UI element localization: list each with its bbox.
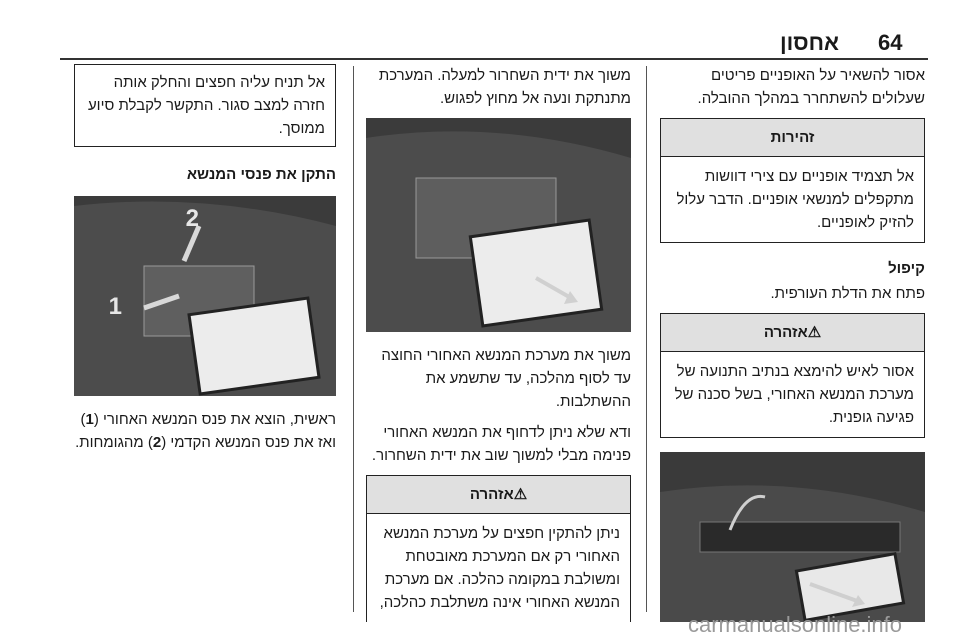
- warning-triangle-icon: ⚠: [807, 324, 822, 341]
- caution-box: [660, 118, 925, 243]
- rack-pull-illustration: [366, 118, 631, 332]
- bumper-rack-illustration: [660, 452, 925, 622]
- folding-text: פתח את הדלת העורפית.: [770, 285, 925, 302]
- left-column: [74, 64, 336, 462]
- lamps-drawing: [74, 196, 336, 396]
- warning-title: ⚠אזהרה: [661, 314, 924, 352]
- section-title: אחסון: [780, 30, 840, 55]
- warning-box-right: [660, 313, 925, 438]
- lamps-illustration: [74, 196, 336, 396]
- callout-label-2: 2: [185, 205, 199, 232]
- step-pull-out: משוך את מערכת המנשא האחורי החוצה עד לסוף מהלכה, עד שתשמע את ההשתלבות.: [381, 347, 631, 410]
- right-column: [660, 64, 925, 634]
- caution-text: אל תצמיד אופניים עם צירי דוושות מתקפלים למנשאי אופניים. הדבר עלול להזיק לאופניים.: [676, 168, 914, 231]
- rack-drawing: [660, 452, 925, 622]
- step-verify-lock: ודא שלא ניתן לדחוף את המנשא האחורי פנימה מבלי למשוך שוב את ידית השחרור.: [371, 424, 631, 464]
- callout-label-1: 1: [108, 293, 122, 320]
- column-divider-right: [646, 66, 647, 612]
- lamps-caption: ראשית, הוצא את פנס המנשא האחורי (1) ואז את פנס המנשא הקדמי (2) מהגומחות.: [75, 411, 336, 451]
- folding-heading: קיפול: [888, 260, 925, 277]
- watermark: carmanualsonline.info: [688, 612, 903, 637]
- page-number: 64: [878, 30, 903, 55]
- step-release-handle: משוך את ידית השחרור למעלה. המערכת מתנתקת ונעה אל מחוץ לפגוש.: [378, 67, 631, 107]
- page-header: [0, 0, 960, 56]
- caution-title: זהירות: [661, 119, 924, 157]
- rack-drawing-middle: [366, 118, 631, 332]
- warning-text: אסור לאיש להימצא בנתיב התנועה של מערכת המנשא האחורי, בשל סכנה של פגיעה גופנית.: [674, 363, 914, 426]
- middle-column: [366, 64, 631, 636]
- warning-text-middle: ניתן להתקין חפצים על מערכת המנשא האחורי רק אם המערכת מאובטחת ומשולבת במקומה כהלכה. אם מערכת המנשא האחורי אינה משתלבת כהלכה,: [379, 525, 620, 611]
- warning-box-middle: [366, 475, 631, 622]
- warning-triangle-icon: ⚠: [513, 486, 528, 503]
- header-divider: [60, 58, 928, 60]
- warning-title-middle: ⚠אזהרה: [367, 476, 630, 514]
- install-lamps-heading: התקן את פנסי המנשא: [186, 166, 336, 183]
- intro-paragraph: אסור להשאיר על האופניים פריטים שעלולים להשתחרר במהלך ההובלה.: [697, 67, 925, 107]
- column-divider-left: [353, 66, 354, 612]
- continued-warning-box: אל תניח עליה חפצים והחלק אותה חזרה למצב סגור. התקשר לקבלת סיוע ממוסך.: [74, 64, 336, 147]
